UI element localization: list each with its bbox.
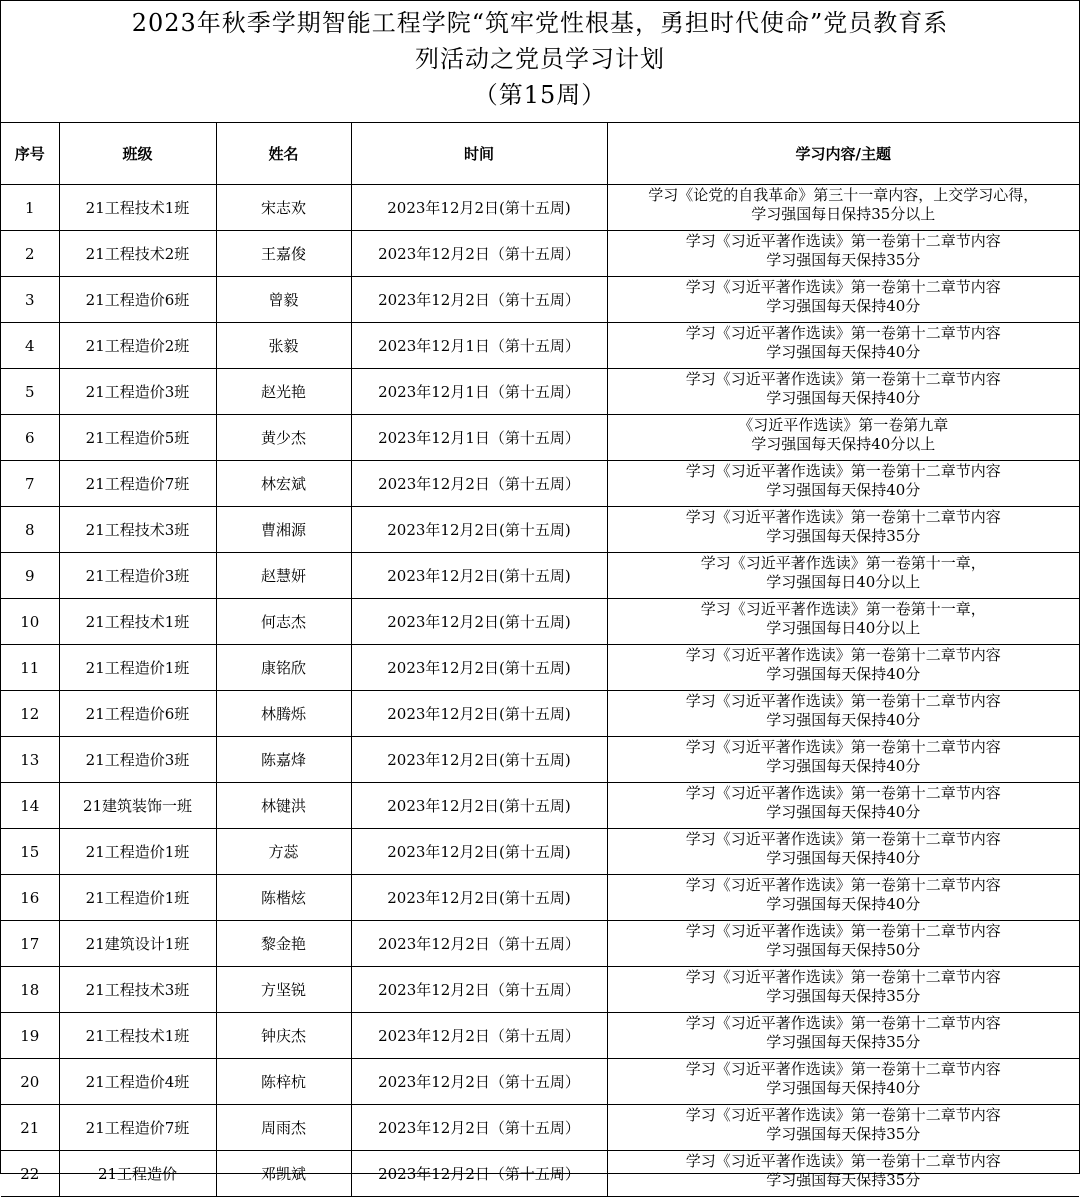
content-line-1: 学习《习近平著作选读》第一卷第十二章节内容	[685, 692, 1001, 710]
content-line-1: 学习《习近平著作选读》第一卷第十二章节内容	[685, 324, 1001, 342]
cell-name: 周雨杰	[216, 1105, 351, 1151]
title-line-1: 2023年秋季学期智能工程学院“筑牢党性根基，勇担时代使命”党员教育系	[131, 9, 949, 37]
cell-index: 1	[1, 185, 59, 231]
header-index: 序号	[1, 123, 59, 185]
cell-content	[607, 277, 1079, 323]
content-line-2: 学习强国每天保持40分	[766, 803, 921, 821]
table-row	[1, 1059, 1079, 1105]
cell-class: 21工程造价2班	[59, 323, 216, 369]
content-line-1: 学习《习近平著作选读》第一卷第十一章，	[700, 554, 986, 572]
table-row	[1, 691, 1079, 737]
cell-class: 21建筑设计1班	[59, 921, 216, 967]
cell-class: 21工程造价6班	[59, 691, 216, 737]
cell-name: 康铭欣	[216, 645, 351, 691]
content-line-1: 学习《习近平著作选读》第一卷第十二章节内容	[685, 462, 1001, 480]
content-line-1: 《习近平作选读》第一卷第九章	[738, 416, 949, 434]
content-line-1: 学习《论党的自我革命》第三十一章内容，上交学习心得，	[648, 186, 1039, 204]
cell-time: 2023年12月2日（第十五周）	[351, 967, 607, 1013]
cell-index: 3	[1, 277, 59, 323]
cell-class: 21工程造价5班	[59, 415, 216, 461]
content-line-1: 学习《习近平著作选读》第一卷第十二章节内容	[685, 784, 1001, 802]
cell-index: 2	[1, 231, 59, 277]
content-line-2: 学习强国每天保持40分	[766, 481, 921, 499]
table-header-row	[1, 123, 1079, 185]
content-line-1: 学习《习近平著作选读》第一卷第十二章节内容	[685, 1014, 1001, 1032]
cell-content	[607, 1059, 1079, 1105]
content-line-2: 学习强国每天保持40分	[766, 895, 921, 913]
cell-name: 黄少杰	[216, 415, 351, 461]
cell-name: 陈嘉烽	[216, 737, 351, 783]
table-row	[1, 875, 1079, 921]
cell-class: 21工程造价3班	[59, 369, 216, 415]
content-line-1: 学习《习近平著作选读》第一卷第十二章节内容	[685, 738, 1001, 756]
cell-index: 9	[1, 553, 59, 599]
cell-class: 21工程造价1班	[59, 829, 216, 875]
cell-class: 21工程造价	[59, 1151, 216, 1197]
table-row	[1, 323, 1079, 369]
content-line-2: 学习强国每日保持35分以上	[751, 205, 936, 223]
table-row	[1, 829, 1079, 875]
content-line-1: 学习《习近平著作选读》第一卷第十二章节内容	[685, 1106, 1001, 1124]
cell-name: 赵光艳	[216, 369, 351, 415]
content-line-2: 学习强国每天保持35分	[766, 1033, 921, 1051]
cell-class: 21工程造价4班	[59, 1059, 216, 1105]
cell-class: 21工程技术1班	[59, 599, 216, 645]
cell-time: 2023年12月2日（第十五周）	[351, 1105, 607, 1151]
cell-time: 2023年12月2日（第十五周）	[351, 231, 607, 277]
cell-name: 方坚锐	[216, 967, 351, 1013]
title-line-2: 列活动之党员学习计划	[415, 45, 665, 73]
cell-index: 7	[1, 461, 59, 507]
header-class: 班级	[59, 123, 216, 185]
cell-content	[607, 783, 1079, 829]
content-line-2: 学习强国每天保持35分	[766, 251, 921, 269]
cell-name: 黎金艳	[216, 921, 351, 967]
content-line-2: 学习强国每天保持40分	[766, 343, 921, 361]
content-line-2: 学习强国每日40分以上	[766, 573, 921, 591]
cell-time: 2023年12月2日（第十五周）	[351, 277, 607, 323]
cell-index: 22	[1, 1151, 59, 1197]
table-body	[1, 185, 1079, 1197]
cell-content	[607, 507, 1079, 553]
cell-time: 2023年12月2日（第十五周）	[351, 921, 607, 967]
table-row	[1, 1013, 1079, 1059]
cell-time: 2023年12月2日(第十五周)	[351, 553, 607, 599]
table-row	[1, 1105, 1079, 1151]
cell-content	[607, 967, 1079, 1013]
cell-index: 20	[1, 1059, 59, 1105]
cell-name: 曾毅	[216, 277, 351, 323]
content-line-2: 学习强国每天保持40分	[766, 665, 921, 683]
cell-name: 林键洪	[216, 783, 351, 829]
table-row	[1, 967, 1079, 1013]
cell-content	[607, 645, 1079, 691]
cell-content	[607, 599, 1079, 645]
cell-class: 21工程技术2班	[59, 231, 216, 277]
content-line-2: 学习强国每天保持35分	[766, 987, 921, 1005]
content-line-2: 学习强国每天保持40分	[766, 297, 921, 315]
table-row	[1, 231, 1079, 277]
cell-index: 19	[1, 1013, 59, 1059]
content-line-1: 学习《习近平著作选读》第一卷第十二章节内容	[685, 922, 1001, 940]
content-line-2: 学习强国每天保持40分	[766, 757, 921, 775]
cell-class: 21工程造价7班	[59, 461, 216, 507]
cell-name: 赵慧妍	[216, 553, 351, 599]
cell-time: 2023年12月2日(第十五周)	[351, 185, 607, 231]
cell-time: 2023年12月1日（第十五周）	[351, 415, 607, 461]
cell-time: 2023年12月2日(第十五周)	[351, 599, 607, 645]
table-row	[1, 415, 1079, 461]
cell-content	[607, 323, 1079, 369]
cell-class: 21工程技术3班	[59, 967, 216, 1013]
cell-time: 2023年12月2日(第十五周)	[351, 737, 607, 783]
cell-content	[607, 415, 1079, 461]
content-line-1: 学习《习近平著作选读》第一卷第十二章节内容	[685, 278, 1001, 296]
cell-class: 21工程造价7班	[59, 1105, 216, 1151]
header-name: 姓名	[216, 123, 351, 185]
cell-index: 13	[1, 737, 59, 783]
cell-time: 2023年12月2日（第十五周）	[351, 1059, 607, 1105]
cell-name: 林宏斌	[216, 461, 351, 507]
cell-index: 21	[1, 1105, 59, 1151]
cell-name: 张毅	[216, 323, 351, 369]
cell-name: 钟庆杰	[216, 1013, 351, 1059]
cell-time: 2023年12月2日（第十五周）	[351, 1013, 607, 1059]
cell-index: 12	[1, 691, 59, 737]
document-title	[1, 1, 1079, 123]
content-line-1: 学习《习近平著作选读》第一卷第十二章节内容	[685, 370, 1001, 388]
cell-content	[607, 921, 1079, 967]
cell-name: 邓凯斌	[216, 1151, 351, 1197]
cell-name: 王嘉俊	[216, 231, 351, 277]
cell-index: 8	[1, 507, 59, 553]
cell-class: 21工程技术3班	[59, 507, 216, 553]
cell-class: 21工程造价1班	[59, 645, 216, 691]
content-line-2: 学习强国每天保持35分	[766, 1125, 921, 1143]
cell-name: 林腾烁	[216, 691, 351, 737]
cell-class: 21工程技术1班	[59, 185, 216, 231]
cell-class: 21工程技术1班	[59, 1013, 216, 1059]
content-line-2: 学习强国每天保持40分	[766, 849, 921, 867]
cell-content	[607, 1105, 1079, 1151]
cell-content	[607, 231, 1079, 277]
cell-content	[607, 829, 1079, 875]
cell-name: 何志杰	[216, 599, 351, 645]
cell-index: 16	[1, 875, 59, 921]
cell-time: 2023年12月2日(第十五周)	[351, 829, 607, 875]
content-line-1: 学习《习近平著作选读》第一卷第十二章节内容	[685, 232, 1001, 250]
cell-content	[607, 461, 1079, 507]
cell-class: 21工程造价6班	[59, 277, 216, 323]
title-line-3: （第15周）	[473, 81, 607, 109]
cell-index: 14	[1, 783, 59, 829]
content-line-2: 学习强国每天保持35分	[766, 1171, 921, 1189]
cell-name: 方蕊	[216, 829, 351, 875]
header-time: 时间	[351, 123, 607, 185]
cell-time: 2023年12月2日(第十五周)	[351, 783, 607, 829]
cell-index: 15	[1, 829, 59, 875]
content-line-2: 学习强国每天保持50分	[766, 941, 921, 959]
cell-index: 17	[1, 921, 59, 967]
table-row	[1, 783, 1079, 829]
table-row	[1, 461, 1079, 507]
content-line-2: 学习强国每日40分以上	[766, 619, 921, 637]
table-row	[1, 553, 1079, 599]
content-line-2: 学习强国每天保持40分以上	[751, 435, 936, 453]
cell-index: 11	[1, 645, 59, 691]
cell-class: 21建筑装饰一班	[59, 783, 216, 829]
cell-content	[607, 737, 1079, 783]
table-row	[1, 185, 1079, 231]
cell-name: 曹湘源	[216, 507, 351, 553]
table-row	[1, 277, 1079, 323]
cell-index: 18	[1, 967, 59, 1013]
content-line-1: 学习《习近平著作选读》第一卷第十二章节内容	[685, 646, 1001, 664]
cell-time: 2023年12月2日（第十五周）	[351, 461, 607, 507]
content-line-1: 学习《习近平著作选读》第一卷第十二章节内容	[685, 1152, 1001, 1170]
cell-index: 4	[1, 323, 59, 369]
cell-index: 10	[1, 599, 59, 645]
content-line-2: 学习强国每天保持35分	[766, 527, 921, 545]
cell-content	[607, 875, 1079, 921]
cell-name: 陈梓杭	[216, 1059, 351, 1105]
table-row	[1, 507, 1079, 553]
cell-time: 2023年12月2日(第十五周)	[351, 691, 607, 737]
cell-index: 6	[1, 415, 59, 461]
cell-content	[607, 185, 1079, 231]
cell-time: 2023年12月1日（第十五周）	[351, 369, 607, 415]
study-plan-table	[1, 123, 1079, 1197]
cell-class: 21工程造价3班	[59, 737, 216, 783]
cell-content	[607, 691, 1079, 737]
content-line-2: 学习强国每天保持40分	[766, 1079, 921, 1097]
content-line-1: 学习《习近平著作选读》第一卷第十一章，	[700, 600, 986, 618]
cell-time: 2023年12月1日（第十五周）	[351, 323, 607, 369]
cell-time: 2023年12月2日（第十五周）	[351, 1151, 607, 1197]
cell-time: 2023年12月2日(第十五周)	[351, 875, 607, 921]
content-line-2: 学习强国每天保持40分	[766, 711, 921, 729]
cell-content	[607, 553, 1079, 599]
table-row	[1, 369, 1079, 415]
cell-time: 2023年12月2日(第十五周)	[351, 507, 607, 553]
content-line-1: 学习《习近平著作选读》第一卷第十二章节内容	[685, 508, 1001, 526]
content-line-2: 学习强国每天保持40分	[766, 389, 921, 407]
cell-class: 21工程造价1班	[59, 875, 216, 921]
cell-name: 宋志欢	[216, 185, 351, 231]
table-row	[1, 599, 1079, 645]
cell-class: 21工程造价3班	[59, 553, 216, 599]
table-row	[1, 921, 1079, 967]
cell-content	[607, 369, 1079, 415]
table-row	[1, 645, 1079, 691]
cell-name: 陈楷炫	[216, 875, 351, 921]
cell-index: 5	[1, 369, 59, 415]
table-row	[1, 737, 1079, 783]
content-line-1: 学习《习近平著作选读》第一卷第十二章节内容	[685, 968, 1001, 986]
cell-content	[607, 1013, 1079, 1059]
content-line-1: 学习《习近平著作选读》第一卷第十二章节内容	[685, 876, 1001, 894]
content-line-1: 学习《习近平著作选读》第一卷第十二章节内容	[685, 830, 1001, 848]
cell-time: 2023年12月2日(第十五周)	[351, 645, 607, 691]
header-content: 学习内容/主题	[607, 123, 1079, 185]
content-line-1: 学习《习近平著作选读》第一卷第十二章节内容	[685, 1060, 1001, 1078]
